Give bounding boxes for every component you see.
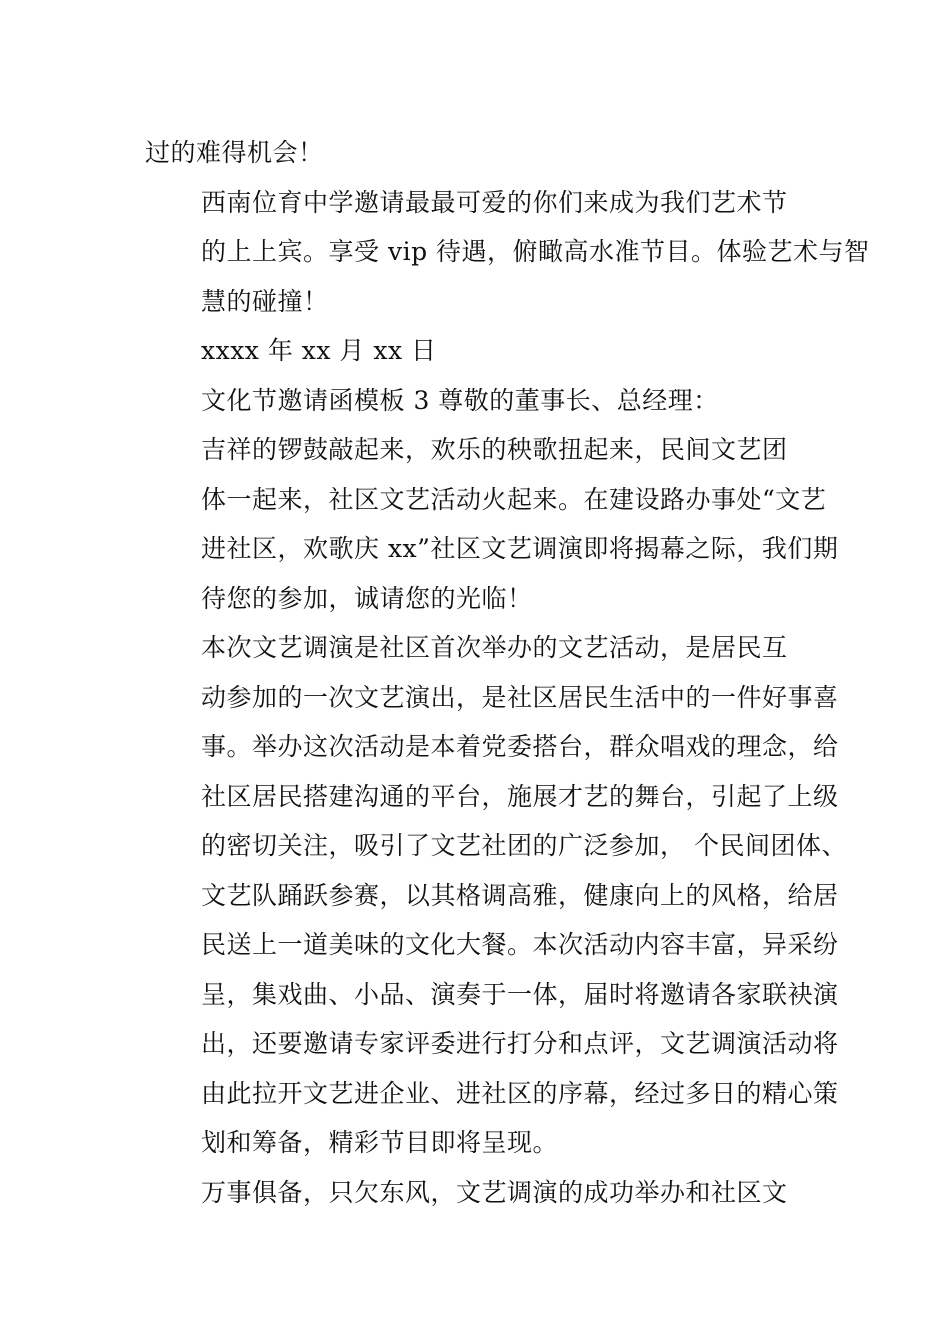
text-line: 文艺队踊跃参赛，以其格调高雅，健康向上的风格，给居 bbox=[201, 880, 839, 910]
text-line: 动参加的一次文艺演出，是社区居民生活中的一件好事喜 bbox=[201, 682, 839, 712]
paragraph bbox=[145, 623, 847, 1168]
paragraph bbox=[145, 1168, 810, 1218]
paragraph bbox=[145, 128, 810, 178]
text-line: 出，还要邀请专家评委进行打分和点评，文艺调演活动将 bbox=[201, 1029, 839, 1058]
text-line: 民送上一道美味的文化大餐。本次活动内容丰富，异采纷 bbox=[201, 930, 839, 959]
text-line: 待您的参加，诚请您的光临！ bbox=[201, 583, 533, 613]
text-line: 社区居民搭建沟通的平台，施展才艺的舞台，引起了上级 bbox=[201, 781, 839, 811]
paragraph bbox=[145, 178, 870, 327]
text-line: 划和筹备，精彩节目即将呈现。 bbox=[201, 1128, 559, 1157]
text-line: 进社区，欢歌庆 xx”社区文艺调演即将揭幕之际，我们期 bbox=[201, 534, 839, 563]
paragraph bbox=[145, 326, 810, 376]
text-line: 吉祥的锣鼓敲起来，欢乐的秧歌扭起来，民间文艺团 bbox=[201, 435, 788, 464]
text-line: 慧的碰撞！ bbox=[201, 286, 329, 316]
text-line: 体一起来，社区文艺活动火起来。在建设路办事处“文艺 bbox=[201, 484, 827, 514]
document-body bbox=[145, 128, 870, 1217]
text-line: 西南位育中学邀请最最可爱的你们来成为我们艺术节 bbox=[201, 187, 788, 217]
text-line: 事。举办这次活动是本着党委搭台，群众唱戏的理念，给 bbox=[201, 732, 839, 761]
text-line: 万事俱备，只欠东风，文艺调演的成功举办和社区文 bbox=[201, 1177, 788, 1207]
paragraph bbox=[145, 425, 839, 623]
text-line: 呈，集戏曲、小品、演奏于一体，届时将邀请各家联袂演 bbox=[201, 979, 839, 1009]
text-line: 的上上宾。享受 vip 待遇，俯瞰高水准节目。体验艺术与智 bbox=[201, 237, 870, 266]
text-line: 文化节邀请函模板 3 尊敬的董事长、总经理： bbox=[201, 385, 719, 415]
text-line: 的密切关注，吸引了文艺社团的广泛参加， 个民间团体、 bbox=[201, 831, 847, 860]
text-line: 过的难得机会！ bbox=[145, 138, 324, 167]
text-line: xxxx 年 xx 月 xx 日 bbox=[201, 336, 437, 365]
text-line: 本次文艺调演是社区首次举办的文艺活动，是居民互 bbox=[201, 633, 788, 662]
paragraph bbox=[145, 376, 810, 426]
text-line: 由此拉开文艺进企业、进社区的序幕，经过多日的精心策 bbox=[201, 1078, 839, 1108]
